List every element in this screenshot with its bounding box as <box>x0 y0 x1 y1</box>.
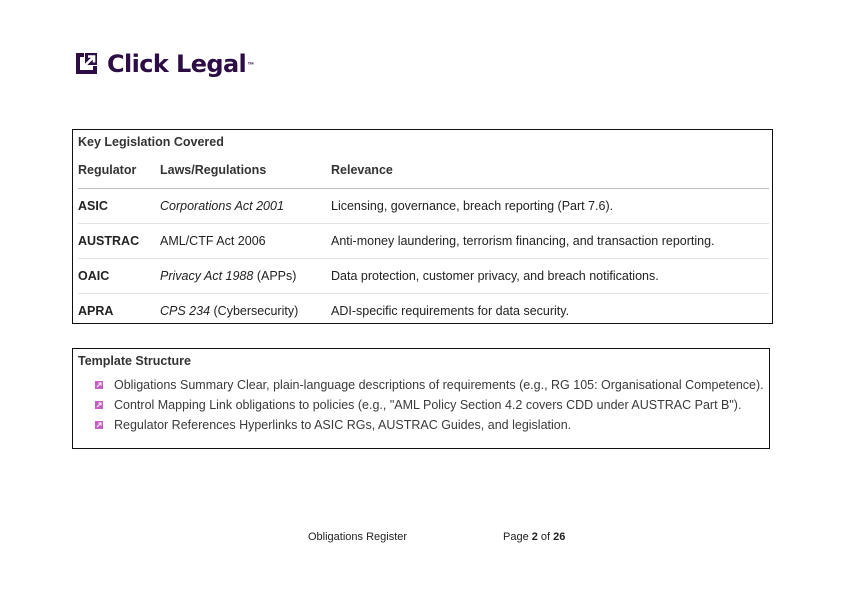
arrow-square-icon <box>95 381 103 389</box>
law-cell: AML/CTF Act 2006 <box>160 224 331 259</box>
list-item <box>95 375 764 395</box>
click-legal-logo <box>73 50 254 77</box>
table-row <box>78 189 769 224</box>
relevance-cell: ADI-specific requirements for data security. <box>331 304 570 318</box>
trademark: ™ <box>247 62 255 69</box>
relevance-cell: Data protection, customer privacy, and breach notifications. <box>331 259 769 294</box>
legislation-table <box>78 159 769 328</box>
template-structure-list <box>95 375 764 435</box>
column-header-regulator: Regulator <box>78 159 160 189</box>
section-title: Template Structure <box>78 354 191 368</box>
law-cell: Privacy Act 1988 (APPs) <box>160 259 331 294</box>
list-item-text: Regulator References Hyperlinks to ASIC RGs, AUSTRAC Guides, and legislation. <box>114 418 572 432</box>
section-title: Key Legislation Covered <box>78 135 224 149</box>
list-item <box>95 415 764 435</box>
regulator-cell: APRA <box>78 304 114 318</box>
law-cell: CPS 234 (Cybersecurity) <box>160 304 299 318</box>
column-header-relevance: Relevance <box>331 159 769 189</box>
table-header-row <box>78 159 769 189</box>
relevance-cell: Licensing, governance, breach reporting (Part 7.6). <box>331 189 769 224</box>
list-item-text: Control Mapping Link obligations to policies (e.g., "AML Policy Section 4.2 covers CDD under AUSTRAC Part B"). <box>114 398 742 412</box>
template-structure-box <box>72 348 770 449</box>
table-row <box>78 294 769 329</box>
arrow-square-icon <box>95 421 103 429</box>
arrow-square-icon <box>95 401 103 409</box>
list-item-text: Obligations Summary Clear, plain-language descriptions of requirements (e.g., RG 105: Organisational Competence). <box>114 378 764 392</box>
arrow-square-icon <box>73 50 100 77</box>
table-row <box>78 224 769 259</box>
regulator-cell: AUSTRAC <box>78 224 160 259</box>
key-legislation-box <box>72 129 773 324</box>
list-item <box>95 395 764 415</box>
law-cell: Corporations Act 2001 <box>160 189 331 224</box>
table-row <box>78 259 769 294</box>
regulator-cell: OAIC <box>78 259 160 294</box>
relevance-cell: Anti-money laundering, terrorism financing, and transaction reporting. <box>331 224 769 259</box>
column-header-laws: Laws/Regulations <box>160 159 331 189</box>
regulator-cell: ASIC <box>78 189 160 224</box>
brand-name: Click Legal <box>107 49 247 78</box>
footer-doc-title: Obligations Register <box>308 531 408 543</box>
footer-page-number: Page 2 of 26 <box>503 531 566 543</box>
